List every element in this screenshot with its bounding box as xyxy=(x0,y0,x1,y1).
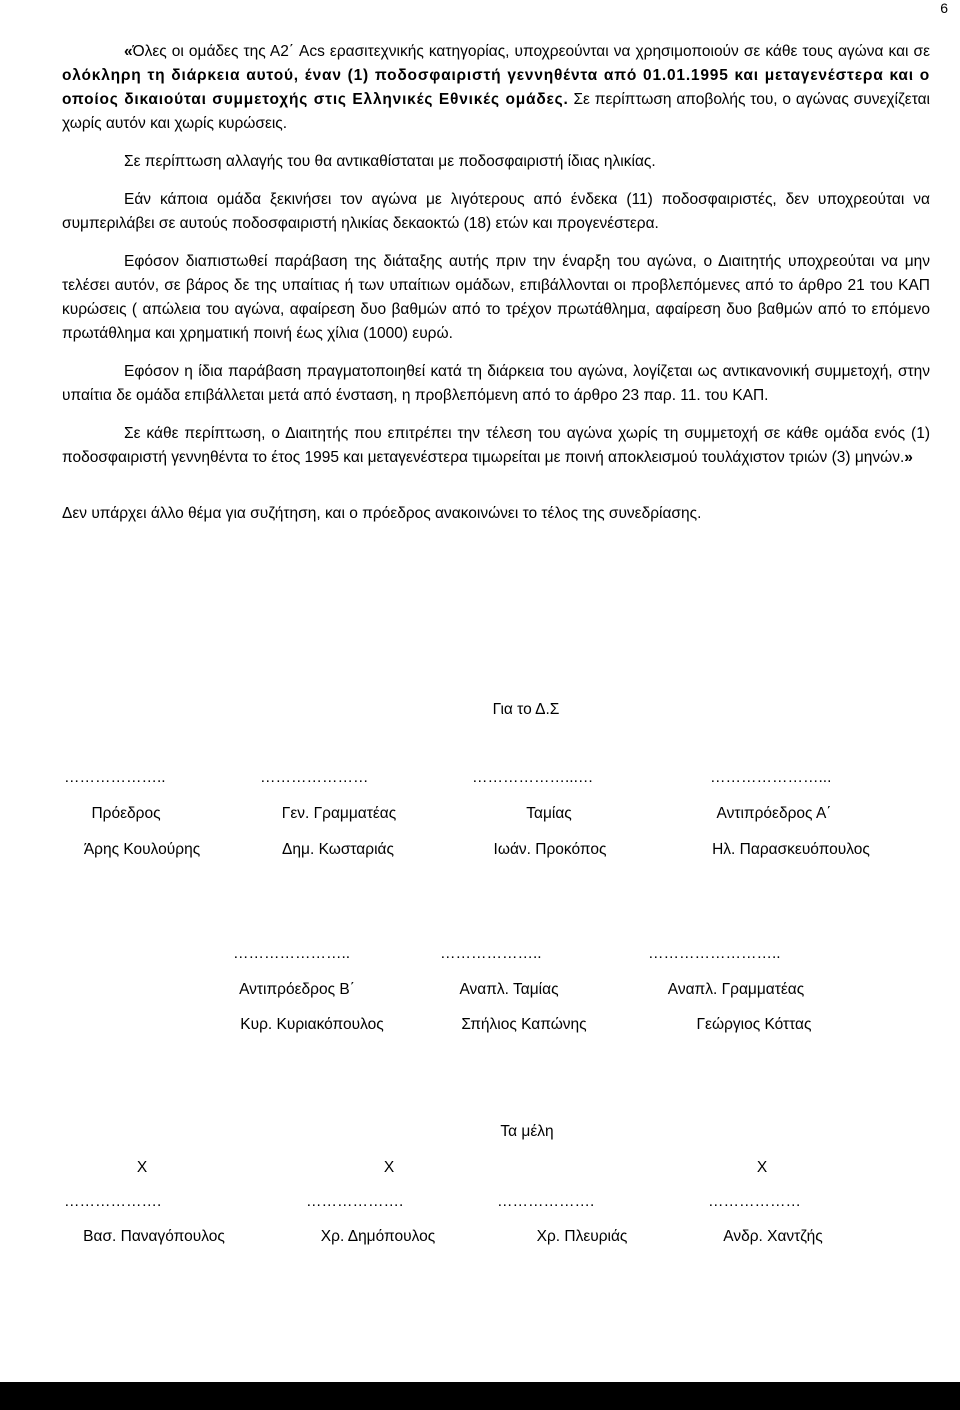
member-name: Βασ. Παναγόπουλος xyxy=(83,1228,225,1245)
signatory-title: Αντιπρόεδρος Α΄ xyxy=(716,805,832,822)
signatory-name: Ιωάν. Προκόπος xyxy=(493,841,607,858)
signatory-name: Γεώργιος Κόττας xyxy=(696,1016,812,1033)
member-mark: Χ xyxy=(383,1159,395,1176)
paragraph-rule-end: Σε περίπτωση αποβολής του, ο αγώνας συνεχίζεται χωρίς αυτόν και χωρίς κυρώσεις. xyxy=(62,91,931,132)
signature-dots: ………………. xyxy=(497,1193,595,1210)
signatory-name: Άρης Κουλούρης xyxy=(83,841,201,858)
document-body xyxy=(62,40,930,526)
signatory-title: Αναπλ. Ταμίας xyxy=(459,981,559,998)
paragraph-rule-bold: ολόκληρη τη διάρκεια αυτού, έναν (1) ποδοσφαιριστή γεννηθέντα από 01.01.1995 και μεταγενέστερα και ο οποίος δικαιούται συμμετοχής στις Ελληνικές Εθνικές ομάδες. xyxy=(62,67,930,108)
signature-dots: ……………….. xyxy=(440,945,542,962)
signature-dots: ………………. xyxy=(64,1193,162,1210)
signatory-title: Πρόεδρος xyxy=(91,805,161,822)
quote-open: « xyxy=(124,43,133,60)
signature-dots: …………………... xyxy=(710,769,832,786)
paragraph-violation-before: Εφόσον διαπιστωθεί παράβαση της διάταξης αυτής πριν την έναρξη του αγώνα, ο Διαιτητής υποχρεούται να μην τελέσει αυτόν, σε βάρος δε της υπαίτιας ή των υπαίτιων ομάδων, επιβάλλονται οι προβλεπόμενες από το άρθρο 21 του ΚΑΠ κυρώσεις ( απώλεια του αγώνα, αφαίρεση δυο βαθμών από το τρέχον πρωτάθλημα, αφαίρεση δυο βαθμών από το επόμενο πρωτάθλημα και χρηματική ποινή έως χίλια (1000) ευρώ. xyxy=(62,253,930,342)
paragraph-rule xyxy=(62,40,930,136)
signature-dots: …………………….. xyxy=(648,945,781,962)
signatory-name: Κυρ. Κυριακόπουλος xyxy=(240,1016,384,1033)
member-name: Ανδρ. Χαντζής xyxy=(723,1228,823,1245)
member-mark: Χ xyxy=(136,1159,148,1176)
paragraph-substitution: Σε περίπτωση αλλαγής του θα αντικαθίσταται με ποδοσφαιριστή ίδιας ηλικίας. xyxy=(124,153,656,170)
signatory-name: Σπήλιος Καπώνης xyxy=(461,1016,587,1033)
paragraph-rule-text: Όλες οι ομάδες της Α2΄ Acs ερασιτεχνικής κατηγορίας, υποχρεούνται να χρησιμοποιούν σε κάθε τους αγώνα και σε xyxy=(132,43,930,60)
signatory-name: Ηλ. Παρασκευόπουλος xyxy=(712,841,870,858)
signature-dots: ……………… xyxy=(708,1193,801,1210)
signature-dots: ……………….. xyxy=(64,769,166,786)
paragraph-fewer-players: Εάν κάποια ομάδα ξεκινήσει τον αγώνα με λιγότερους από ένδεκα (11) ποδοσφαιριστές, δεν υποχρεούται να συμπεριλάβει σε αυτούς ποδοσφαιριστή ηλικίας δεκαοκτώ (18) ετών και προγενέστερα. xyxy=(62,191,930,232)
quote-close: » xyxy=(904,449,913,466)
board-heading: Για το Δ.Σ xyxy=(492,701,560,718)
closing-statement: Δεν υπάρχει άλλο θέμα για συζήτηση, και ο πρόεδρος ανακοινώνει το τέλος της συνεδρίασης. xyxy=(62,505,702,522)
signature-dots: ………………. xyxy=(306,1193,404,1210)
signatory-title: Γεν. Γραμματέας xyxy=(281,805,397,822)
signature-dots: ………………...… xyxy=(472,769,594,786)
paragraph-referee-text: Σε κάθε περίπτωση, ο Διαιτητής που επιτρέπει την τέλεση του αγώνα χωρίς τη συμμετοχή σε κάθε ομάδα ενός (1) ποδοσφαιριστή γεννηθέντα το έτος 1995 και μεταγενέστερα τιμωρείται με ποινή αποκλεισμού τουλάχιστον τριών (3) μηνών. xyxy=(62,425,930,466)
member-name: Χρ. Δημόπουλος xyxy=(320,1228,436,1245)
signatory-name: Δημ. Κωσταριάς xyxy=(282,841,394,858)
signatory-title: Αναπλ. Γραμματέας xyxy=(667,981,805,998)
signatory-title: Αντιπρόεδρος Β΄ xyxy=(239,981,355,998)
bottom-bar xyxy=(0,1382,960,1410)
page-number: 6 xyxy=(940,0,948,16)
paragraph-referee xyxy=(62,422,930,470)
signature-dots: ………………….. xyxy=(233,945,351,962)
paragraph-violation-during: Εφόσον η ίδια παράβαση πραγματοποιηθεί κατά τη διάρκεια του αγώνα, λογίζεται ως αντικανονική συμμετοχή, στην υπαίτια δε ομάδα επιβάλλεται μετά από ένσταση, η προβλεπόμενη από το άρθρο 23 παρ. 11. του ΚΑΠ. xyxy=(62,363,930,404)
member-name: Χρ. Πλευριάς xyxy=(536,1228,628,1245)
member-mark: Χ xyxy=(756,1159,768,1176)
signature-dots: ………………… xyxy=(260,769,369,786)
signatory-title: Ταμίας xyxy=(526,805,572,822)
members-heading: Τα μέλη xyxy=(500,1123,554,1140)
